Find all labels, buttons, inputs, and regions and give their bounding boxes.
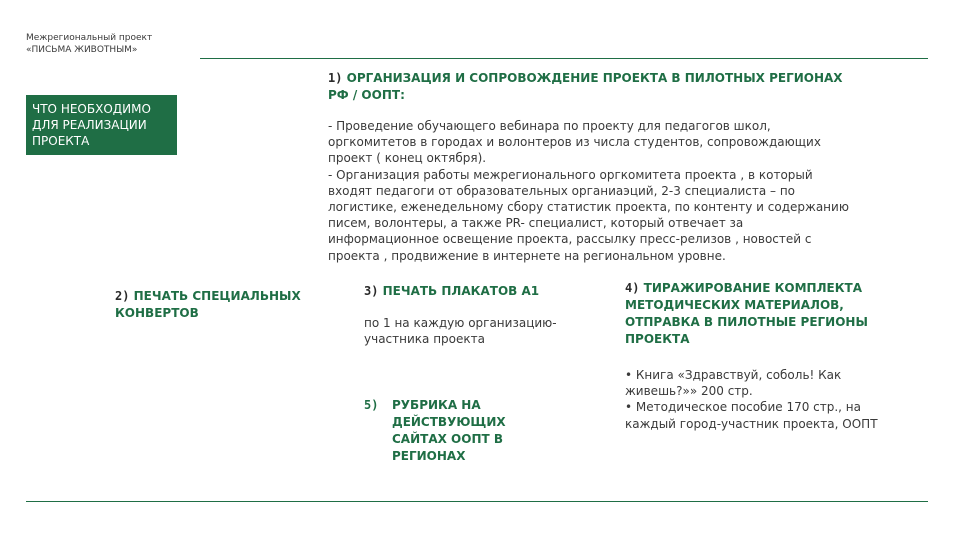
section-5 [364,397,534,465]
requirements-box [26,95,177,155]
requirements-label: ЧТО НЕОБХОДИМО ДЛЯ РЕАЛИЗАЦИИ ПРОЕКТА [32,102,151,148]
section-3-number: 3) [364,284,379,298]
section-2 [115,288,320,322]
section-1-paragraph-1: - Проведение обучающего вебинара по проекту для педагогов школ, оргкомитетов в городах и волонтеров из числа студентов, сопровождающих проект ( конец октября). [328,119,821,166]
project-header [26,32,152,56]
bottom-divider [26,501,928,502]
section-4 [625,280,895,432]
section-1-body [328,118,858,264]
section-3-heading [364,283,584,300]
section-3-title: ПЕЧАТЬ ПЛАКАТОВ А1 [382,284,540,298]
section-4-number: 4) [625,281,640,295]
section-1-number: 1) [328,71,343,85]
top-divider [200,58,928,59]
section-5-number: 5) [364,398,379,412]
section-2-title: ПЕЧАТЬ СПЕЦИАЛЬНЫХ КОНВЕРТОВ [115,289,301,320]
section-4-body [625,367,887,432]
section-5-title: РУБРИКА НА ДЕЙСТВУЮЩИХ САЙТАХ ООПТ В РЕГИОНАХ [392,398,506,463]
section-1 [328,70,858,264]
section-2-number: 2) [115,289,130,303]
section-3-text: по 1 на каждую организацию-участника проекта [364,316,557,347]
section-1-heading [328,70,858,104]
section-1-title: ОРГАНИЗАЦИЯ И СОПРОВОЖДЕНИЕ ПРОЕКТА В ПИЛОТНЫХ РЕГИОНАХ РФ / ООПТ: [328,71,843,102]
section-1-paragraph-2: - Организация работы межрегионального оргкомитета проекта , в который входят педагоги от образовательных органиаэций, 2-3 специалиста – по логистике, еженедельному сбору статистик проекта, по контенту и содержанию писем, волонтеры, а также PR- специалист, который отвечает за информационное освещение проекта, рассылку пресс-релизов , новостей с проекта , продвижение в интернете на региональном уровне. [328,167,849,263]
section-4-heading [625,280,895,348]
section-3 [364,283,584,347]
project-type: Межрегиональный проект [26,33,153,43]
project-name: «ПИСЬМА ЖИВОТНЫМ» [26,45,138,55]
section-4-title: ТИРАЖИРОВАНИЕ КОМПЛЕКТА МЕТОДИЧЕСКИХ МАТЕРИАЛОВ, ОТПРАВКА В ПИЛОТНЫЕ РЕГИОНЫ ПРОЕКТА [625,281,868,346]
section-4-bullet-1: • Книга «Здравствуй, соболь! Как живешь?»» 200 стр. [625,368,842,399]
section-4-bullet-2: • Методическое пособие 170 стр., на каждый город-участник проекта, ООПТ [625,400,878,431]
